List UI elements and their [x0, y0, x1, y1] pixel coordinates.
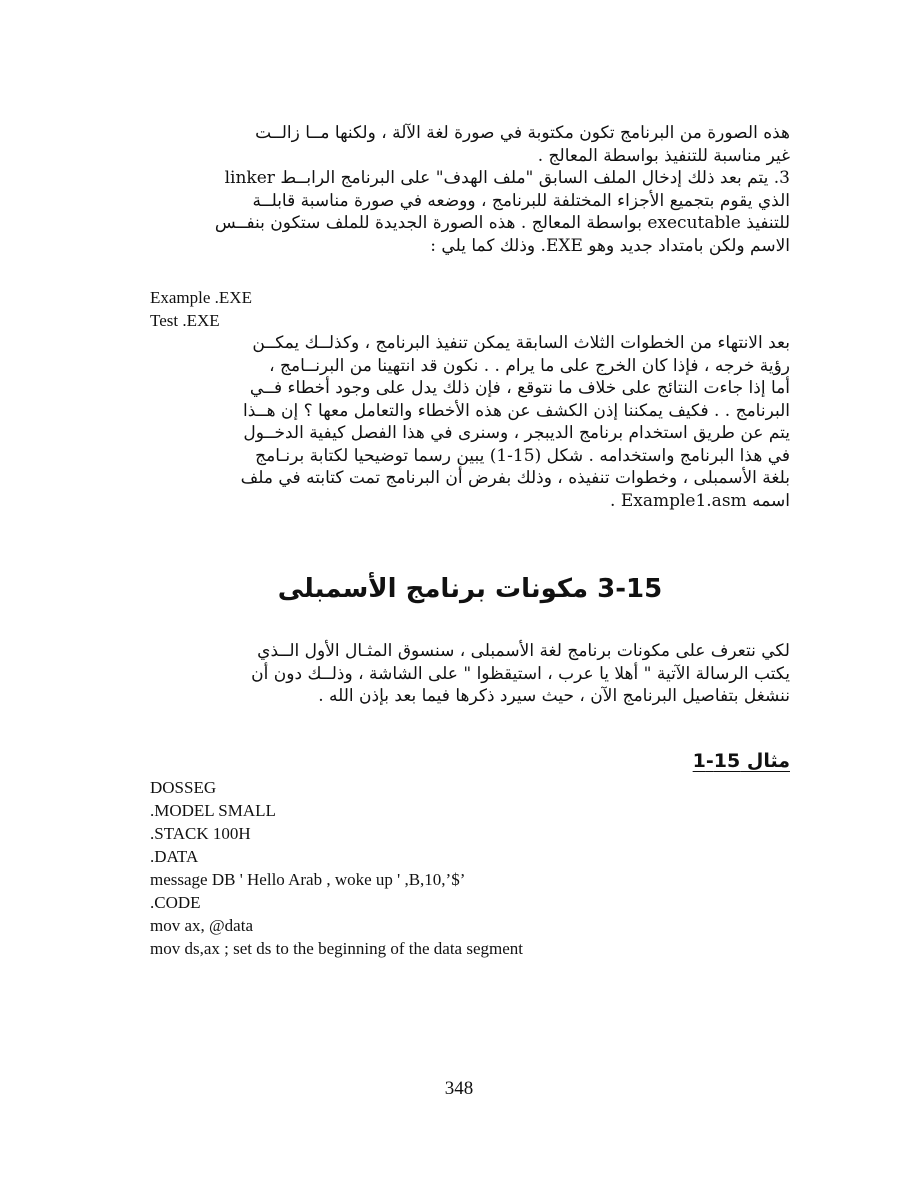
page-number: 348: [444, 1078, 474, 1099]
section-line: ننشغل بتفاصيل البرنامج الآن ، حيث سيرد ذكرها فيما بعد بإذن الله .: [318, 686, 790, 706]
section-paragraph: [150, 640, 790, 708]
section-line: لكي نتعرف على مكونات برنامج لغة الأسمبلى ، سنسوق المثـال الأول الــذي: [257, 641, 790, 661]
code-line: message DB ' Hello Arab , woke up ' ,B,10,’$’: [150, 870, 466, 889]
intro-line: للتنفيذ executable بواسطة المعالج . هذه الصورة الجديدة للملف ستكون بنفــس: [214, 213, 790, 233]
code-line: .CODE: [150, 893, 201, 912]
intro-line: هذه الصورة من البرنامج تكون مكتوبة في صورة لغة الآلة ، ولكنها مــا زالــت: [255, 123, 790, 143]
body-line: أما إذا جاءت النتائج على خلاف ما نتوقع ، فإن ذلك يدل على وجود أخطاء فــي: [249, 378, 790, 398]
code-line: .STACK 100H: [150, 824, 251, 843]
code-line: DOSSEG: [150, 778, 217, 797]
body-line: في هذا البرنامج واستخدامه . شكل (15-1) يبين رسما توضيحيا لكتابة برنـامج: [255, 445, 790, 466]
intro-line: غير مناسبة للتنفيذ بواسطة المعالج .: [537, 145, 790, 166]
body-line: يتم عن طريق استخدام برنامج الديبجر ، وسنرى في هذا الفصل كيفية الدخــول: [243, 423, 790, 443]
example-filename: Test .EXE: [150, 311, 220, 330]
body-paragraph: [150, 332, 790, 512]
code-line: .DATA: [150, 847, 199, 866]
body-line: رؤية خرجه ، فإذا كان الخرج على ما يرام . . نكون قد انتهينا من البرنــامج ،: [269, 355, 790, 376]
code-listing: [150, 776, 790, 960]
body-line: البرنامج . . فكيف يمكننا إذن الكشف عن هذه الأخطاء والتعامل معها ؟ إن هــذا: [243, 400, 790, 421]
example-title: مثال 15-1: [692, 750, 790, 772]
body-line: اسمه Example1.asm .: [610, 490, 790, 511]
body-line: بعد الانتهاء من الخطوات الثلاث السابقة يمكن تنفيذ البرنامج ، وكذلــك يمكــن: [252, 333, 790, 353]
intro-line: الذي يقوم بتجميع الأجزاء المختلفة للبرنامج ، ووضعه في صورة مناسبة قابلــة: [252, 190, 790, 211]
section-line: يكتب الرسالة الآتية " أهلا يا عرب ، استيقظوا " على الشاشة ، وذلــك دون أن: [251, 663, 790, 684]
example-filenames: [150, 286, 790, 332]
body-line: بلغة الأسمبلى ، وخطوات تنفيذه ، وذلك بفرض أن البرنامج تمت كتابته في ملف: [240, 468, 790, 488]
code-line: mov ds,ax ; set ds to the beginning of the data segment: [150, 939, 523, 958]
intro-line: 3. يتم بعد ذلك إدخال الملف السابق "ملف الهدف" على البرنامج الرابــط linker: [224, 168, 790, 188]
example-filename: Example .EXE: [150, 288, 252, 307]
intro-paragraph: [150, 122, 790, 257]
intro-line: الاسم ولكن بامتداد جديد وهو EXE. وذلك كما يلي :: [430, 235, 790, 256]
code-line: mov ax, @data: [150, 916, 253, 935]
section-title: 3-15 مكونات برنامج الأسمبلى: [277, 574, 663, 604]
code-line: .MODEL SMALL: [150, 801, 276, 820]
